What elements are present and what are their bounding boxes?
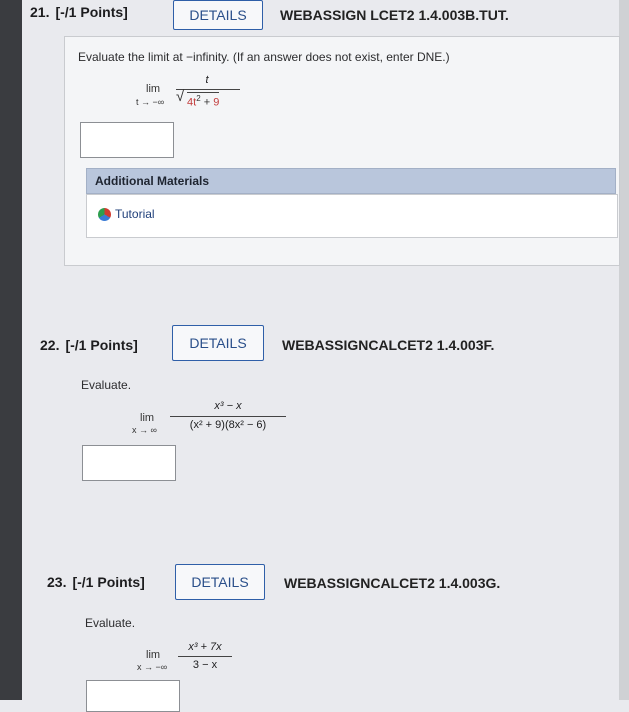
question-number: 21.: [30, 4, 50, 20]
answer-input[interactable]: [80, 122, 174, 158]
answer-input[interactable]: [82, 445, 176, 481]
screen-bezel-left: [0, 0, 22, 700]
points-label: [-/1 Points]: [55, 4, 128, 20]
numerator: x³ − x: [214, 400, 242, 412]
lim-label: lim: [146, 649, 161, 661]
lim-label: lim: [146, 83, 161, 95]
question-22-header: [40, 337, 138, 353]
additional-materials-header: Additional Materials: [86, 168, 616, 194]
denominator: (x² + 9)(8x² − 6): [189, 419, 267, 431]
lim-label: lim: [140, 412, 155, 424]
numerator: t: [205, 74, 209, 86]
question-23-header: [47, 574, 145, 590]
source-label: WEBASSIGNCALCET2 1.4.003G.: [284, 575, 501, 591]
question-21-header: [30, 4, 128, 20]
denominator: $4t^2 + 9$: [187, 94, 220, 109]
details-button[interactable]: DETAILS: [173, 0, 263, 30]
answer-input[interactable]: [86, 680, 180, 712]
points-label: [-/1 Points]: [65, 337, 138, 353]
details-button[interactable]: DETAILS: [172, 325, 264, 361]
lim-subscript: t → −∞: [136, 97, 165, 107]
tutorial-icon: [98, 208, 111, 221]
tutorial-label: Tutorial: [115, 207, 155, 221]
fraction-bar: [178, 656, 232, 657]
numerator: x³ + 7x: [188, 641, 222, 653]
question-number: 23.: [47, 574, 67, 590]
fraction-bar: [176, 89, 240, 90]
lim-subscript: x → ∞: [132, 425, 157, 435]
question-prompt: Evaluate.: [85, 616, 136, 630]
details-button[interactable]: DETAILS: [175, 564, 265, 600]
fraction-bar: [170, 416, 286, 417]
question-number: 22.: [40, 337, 60, 353]
tutorial-link[interactable]: [98, 207, 155, 221]
sqrt-symbol: √: [176, 88, 185, 105]
denominator: 3 − x: [192, 659, 218, 671]
lim-subscript: x → −∞: [137, 662, 168, 672]
source-label: WEBASSIGNCALCET2 1.4.003F.: [282, 337, 495, 353]
question-prompt: Evaluate the limit at −infinity. (If an answer does not exist, enter DNE.): [78, 50, 450, 64]
question-prompt: Evaluate.: [81, 378, 132, 392]
screen-bezel-right: [619, 0, 629, 700]
additional-materials-body: [86, 194, 618, 238]
source-label: WEBASSIGN LCET2 1.4.003B.TUT.: [280, 7, 509, 23]
points-label: [-/1 Points]: [72, 574, 145, 590]
